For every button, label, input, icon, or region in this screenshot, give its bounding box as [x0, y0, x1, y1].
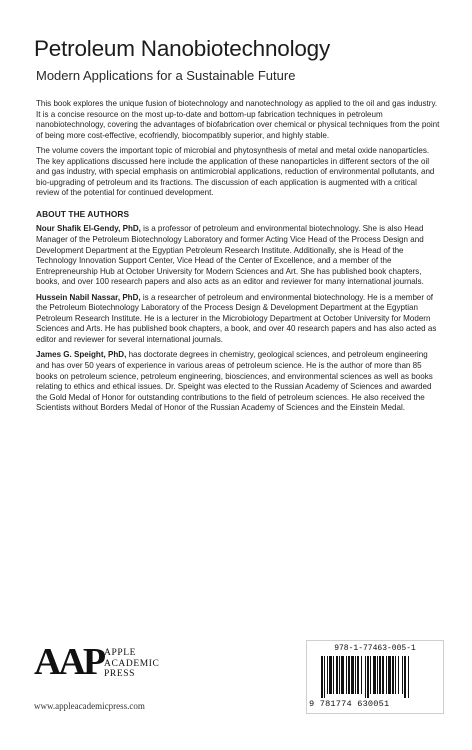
barcode-bar	[388, 656, 391, 694]
barcode-bar	[370, 656, 371, 694]
back-cover-text	[36, 99, 440, 419]
barcode-bar	[333, 656, 334, 694]
barcode-bar	[386, 656, 387, 694]
barcode-bar	[324, 656, 325, 698]
barcode-bar	[382, 656, 384, 694]
barcode-bar	[398, 656, 399, 694]
barcode-bar	[361, 656, 362, 694]
author-bio-3	[36, 350, 440, 413]
barcode-bar	[339, 656, 340, 694]
isbn-barcode	[306, 640, 444, 714]
barcode-bar	[395, 656, 396, 694]
barcode-bar	[355, 656, 356, 694]
about-authors-heading: ABOUT THE AUTHORS	[36, 208, 130, 219]
barcode-bar	[341, 656, 344, 694]
description-paragraph-2: The volume covers the important topic of microbial and phytosynthesis of metal and metal oxide nanoparticles. The key applications discussed here include the application of these nanoparticles in different sectors of the oil and gas industry, with special emphasis on antimicrobial applications, reduction of environmental pollutants, and bio-upgrading of petroleum and its fractions. The discussion of each application is augmented with a critical review of the potential for continued development.	[36, 146, 435, 198]
publisher-website: www.appleacademicpress.com	[34, 701, 145, 711]
publisher-name-line: APPLE	[104, 648, 137, 658]
book-subtitle: Modern Applications for a Sustainable Future	[36, 68, 296, 83]
barcode-bar	[402, 656, 403, 694]
publisher-name-line: PRESS	[104, 669, 135, 679]
barcode-bars	[321, 656, 429, 698]
barcode-bar	[404, 656, 406, 698]
publisher-name-line: ACADEMIC	[104, 658, 160, 669]
book-title: Petroleum Nanobiotechnology	[34, 36, 331, 61]
author-bio-text: is a professor of petroleum and environmental biotechnology. She is also Head Manager of the Petroleum Biotechnology Laboratory and former Acting Vice Head of the Process Design and Development Department at the Egyptian Petroleum Research Institute. Additionally, she is Head of the Technology Innovation Support Center, Vice Head of the Center of Excellence, and a member of the Entrepreneurship Hub at October University for Modern Sciences and Art. She has published book chapters, books, and over 100 research papers and also acts as an editor and reviewer for many international journals.	[36, 224, 424, 287]
barcode-bar	[377, 656, 378, 694]
description-paragraph-1: This book explores the unique fusion of biotechnology and nanotechnology as applied to the oil and gas industry. It is a concise resource on the most up-to-date and bottom-up fabrication techniques in petroleum nanobiotechnology, covering the advantages of biofabrication over chemical or physical techniques from the point of being more cost-effective, ecofriendly, biocompatibly superior, and highly stable.	[36, 99, 440, 140]
author-bio-1	[36, 224, 440, 287]
barcode-bar	[367, 656, 369, 698]
barcode-bar	[365, 656, 366, 698]
barcode-bar	[348, 656, 350, 694]
publisher-logo	[34, 642, 184, 702]
barcode-bar	[392, 656, 394, 694]
publisher-name	[104, 648, 159, 680]
barcode-bar	[351, 656, 354, 694]
barcode-bar	[373, 656, 376, 694]
barcode-bar	[346, 656, 347, 694]
author-bio-text: has doctorate degrees in chemistry, geological sciences, and petroleum engineering and has over 50 years of experience in various areas of petroleum science. He is the author of more than 85 books on petroleum science, petroleum engineering, biosciences, and environmental sciences as well as books relating to ethics and ethical issues. Dr. Speight was elected to the Russian Academy of Sciences and awarded the Gold Medal of Honor for outstanding contributions to the field of petroleum sciences. He also received the Scientists without Borders Medal of Honor of the Russian Academy of Sciences and the Einstein Medal.	[36, 350, 433, 413]
author-bio-2	[36, 293, 440, 346]
barcode-bar	[336, 656, 338, 694]
barcode-bar	[408, 656, 409, 698]
barcode-bar	[379, 656, 381, 694]
author-bio-text: is a researcher of petroleum and environmental biotechnology. He is a member of the Petroleum Biotechnology Laboratory of the Process Design & Development Department at the Egyptian Petroleum Research Institute. He is a lecturer in the Microbiology Department at October University for Modern Sciences and Arts. He has published book chapters, a book, and over 40 research papers and has also acted as editor and reviewer for several international journals.	[36, 292, 437, 344]
barcode-bar	[327, 656, 328, 694]
isbn-number: 978-1-77463-005-1	[334, 644, 416, 653]
barcode-bar	[329, 656, 332, 694]
barcode-digits: 9 781774 630051	[309, 699, 390, 709]
publisher-logo-mark: AAP	[34, 641, 104, 683]
author-name: Hussein Nabil Nassar, PhD,	[36, 292, 141, 302]
barcode-bar	[321, 656, 323, 698]
barcode-bar	[357, 656, 359, 694]
author-name: Nour Shafik El-Gendy, PhD,	[36, 224, 141, 234]
author-name: James G. Speight, PhD,	[36, 350, 127, 360]
